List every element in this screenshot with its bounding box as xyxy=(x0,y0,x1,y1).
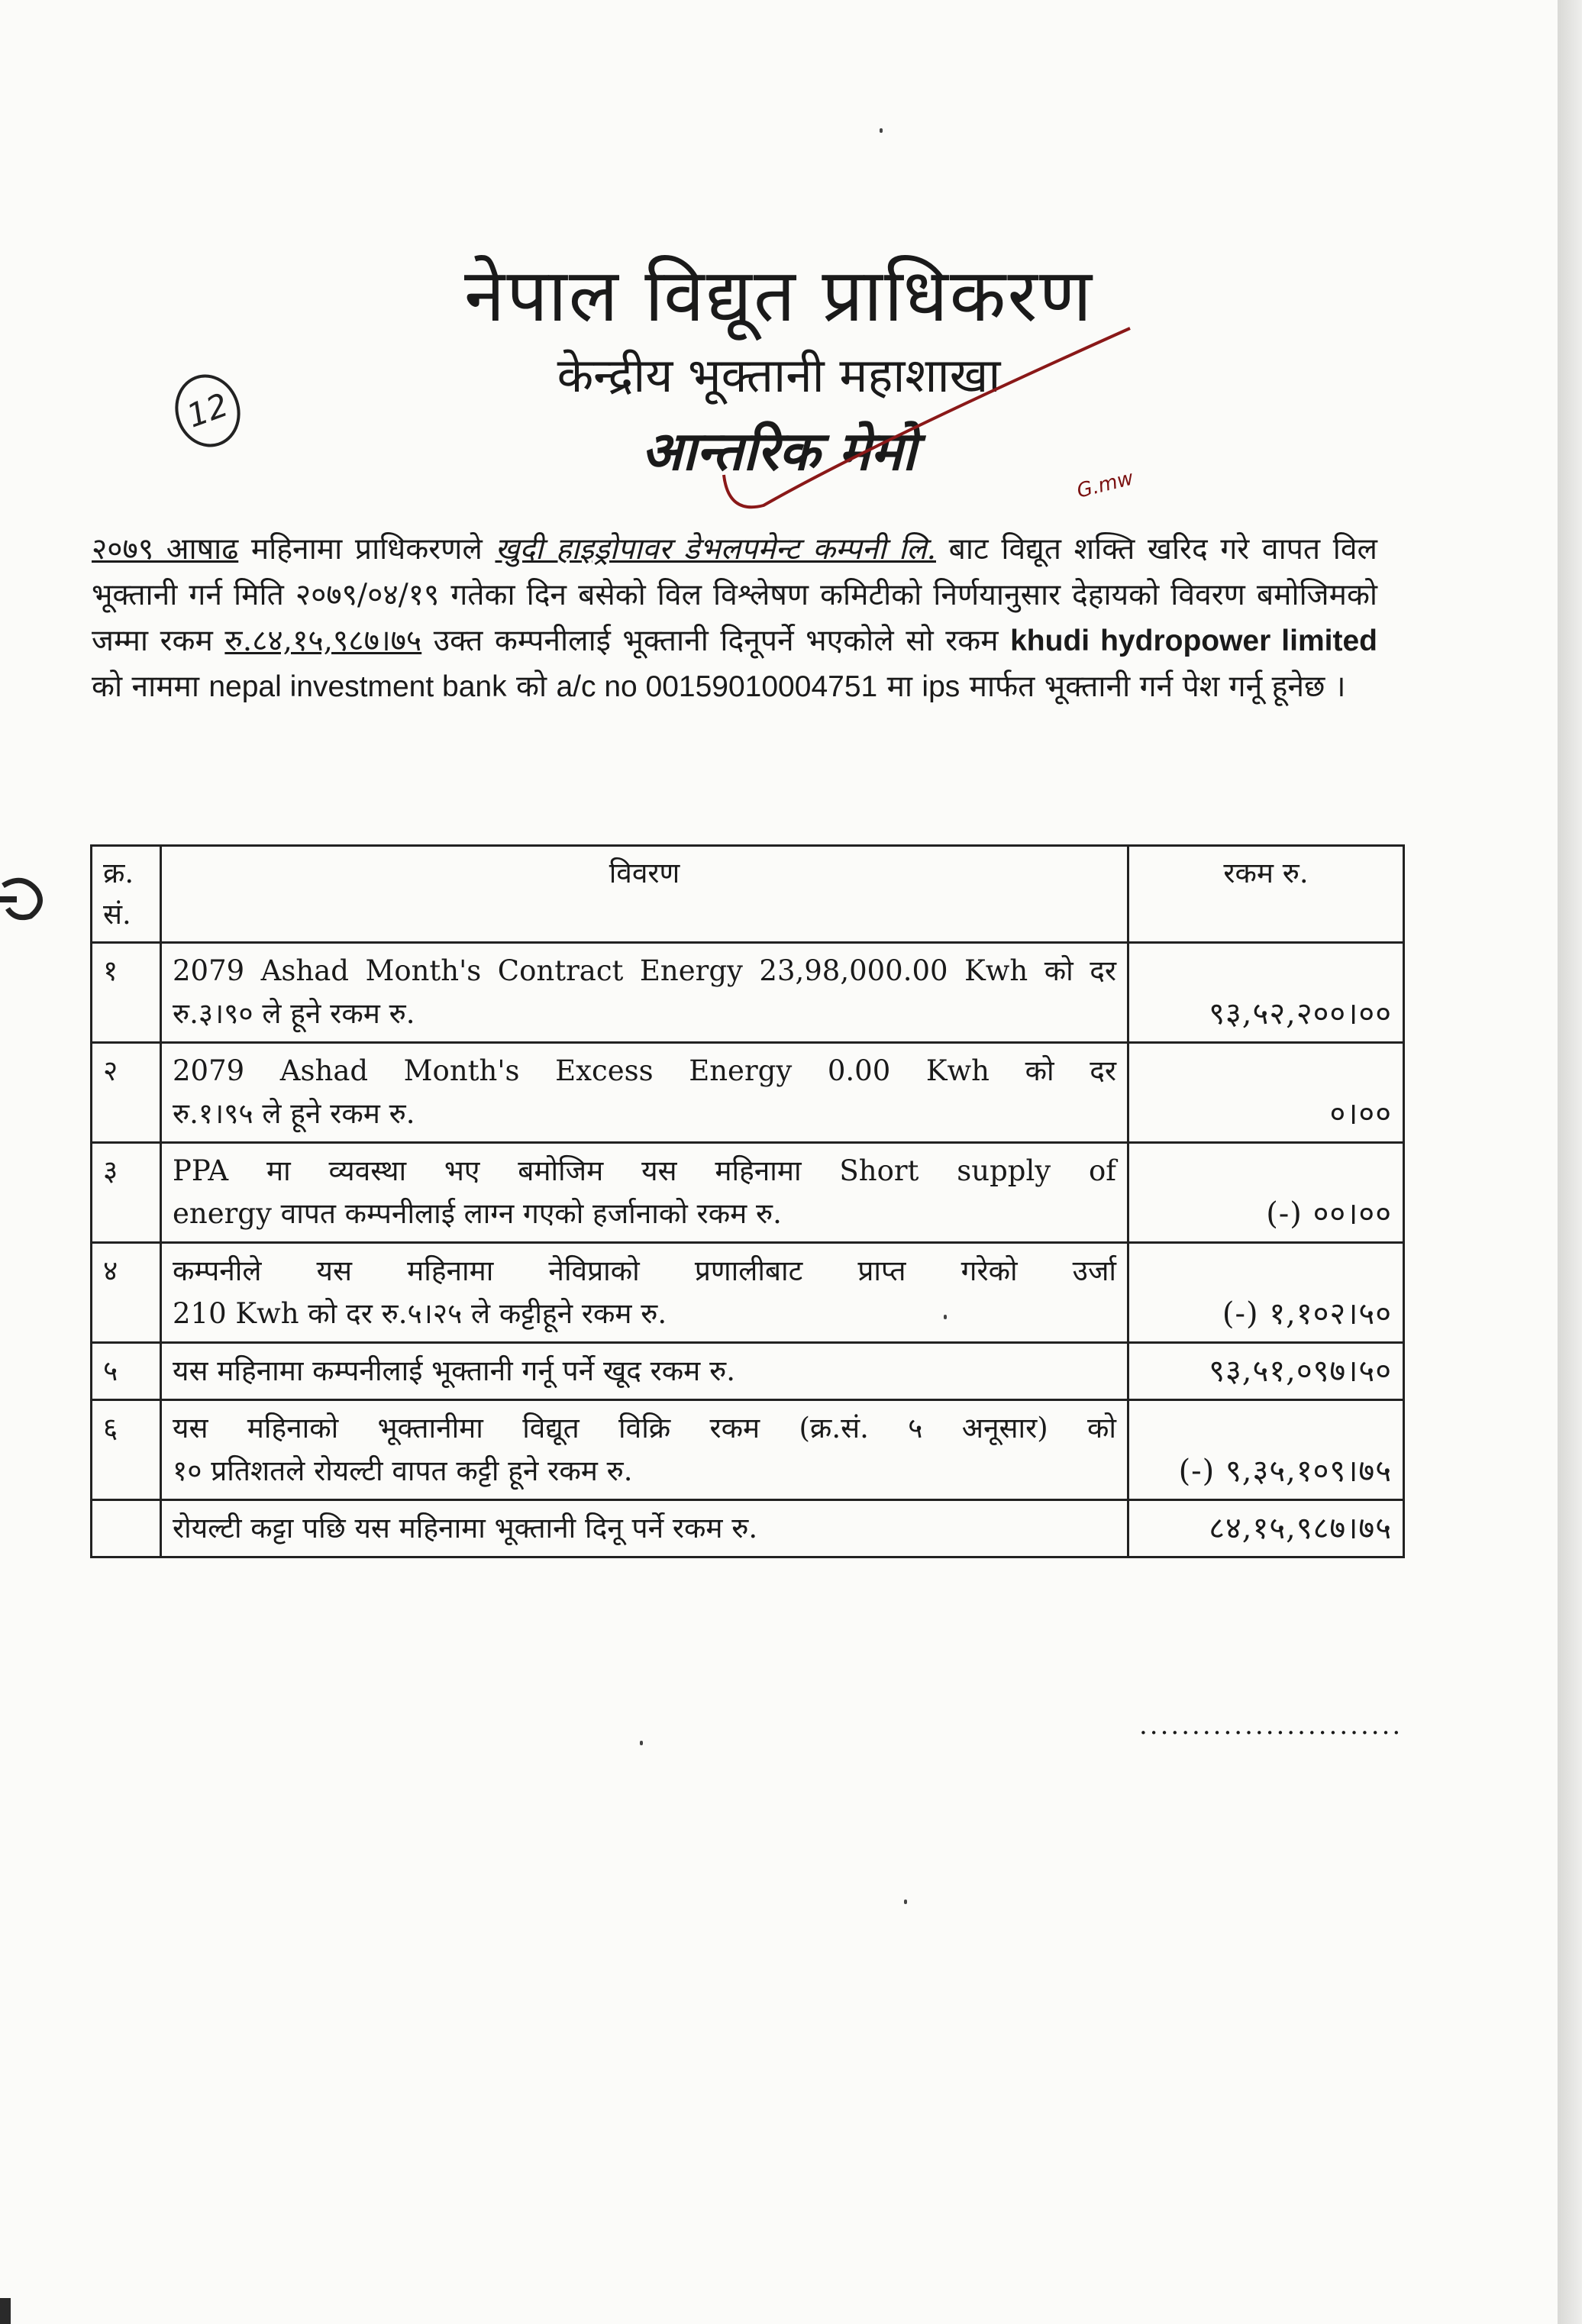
corner-mark xyxy=(0,2298,11,2324)
row-sn xyxy=(92,1500,161,1557)
table-header-row xyxy=(92,846,1404,943)
row-sn: १ xyxy=(92,943,161,1043)
row-desc-line2: १० प्रतिशतले रोयल्टी वापत कट्टी हूने रकम रु. xyxy=(173,1454,633,1487)
ips-label: ips xyxy=(922,670,960,703)
row-description xyxy=(161,1143,1128,1243)
total-amount: रु.८४,१५,९८७।७५ xyxy=(224,624,422,658)
payment-table xyxy=(90,844,1405,1558)
memo-period: २०७९ आषाढ xyxy=(92,532,239,566)
header-sn: क्र. सं. xyxy=(92,846,161,943)
row-description xyxy=(161,1043,1128,1143)
company-name-nepali: खुदी हाइड्रोपावर डेभलपमेन्ट कम्पनी लि. xyxy=(495,532,936,566)
table-row xyxy=(92,943,1404,1043)
row-desc-line2: 210 Kwh को दर रु.५।२५ ले कट्टीहूने रकम रु. xyxy=(173,1297,667,1330)
row-desc-line1: यस महिनाको भूक्तानीमा विद्यूत विक्रि रकम (क्र.सं. ५ अनूसार) को xyxy=(173,1412,1116,1444)
row-desc-line2: रु.१।९५ ले हूने रकम रु. xyxy=(173,1097,415,1130)
row-desc-line2: रु.३।९० ले हूने रकम रु. xyxy=(173,997,415,1030)
row-sn: ४ xyxy=(92,1243,161,1343)
table-row xyxy=(92,1343,1404,1400)
stamp-number-text: 12 xyxy=(182,386,234,435)
row-description xyxy=(161,1243,1128,1343)
row-amount: ०।०० xyxy=(1128,1043,1404,1143)
row-amount: (-) ००।०० xyxy=(1128,1143,1404,1243)
table-row xyxy=(92,1143,1404,1243)
memo-heading: आन्तरिक मेमो xyxy=(641,419,916,483)
body-text-3: उक्त कम्पनीलाई भूक्तानी दिनूपर्ने भएकोले सो रकम xyxy=(421,624,1011,658)
row-desc-line1: रोयल्टी कट्टा पछि यस महिनामा भूक्तानी दिनू पर्ने रकम रु. xyxy=(173,1512,758,1544)
row-amount: ८४,१५,९८७।७५ xyxy=(1128,1500,1404,1557)
row-amount: (-) १,१०२।५० xyxy=(1128,1243,1404,1343)
paper-speck xyxy=(880,128,883,133)
paper-speck xyxy=(944,1315,947,1319)
account-number: 00159010004751 xyxy=(637,670,878,703)
table-row xyxy=(92,1043,1404,1143)
header-description: विवरण xyxy=(161,846,1128,943)
row-desc-line1: यस महिनामा कम्पनीलाई भूक्तानी गर्नू पर्ने खूद रकम रु. xyxy=(173,1354,735,1387)
bank-name: nepal investment bank xyxy=(208,670,507,703)
row-description xyxy=(161,943,1128,1043)
table-row xyxy=(92,1243,1404,1343)
handwritten-circled-number xyxy=(170,373,246,449)
row-desc-line2: energy वापत कम्पनीलाई लाग्न गएको हर्जानाको रकम रु. xyxy=(173,1197,782,1230)
body-text-5: को xyxy=(506,670,557,704)
row-sn: ५ xyxy=(92,1343,161,1400)
body-text-1: महिनामा प्राधिकरणले xyxy=(238,532,496,566)
row-desc-line1: कम्पनीले यस महिनामा नेविप्राको प्रणालीबाट प्राप्त गरेको उर्जा xyxy=(173,1254,1116,1287)
row-amount: ९३,५१,०९७।५० xyxy=(1128,1343,1404,1400)
paper-speck xyxy=(640,1741,643,1745)
body-text-4: को नाममा xyxy=(92,670,209,704)
body-text-2: बाट विद्यूत शक्ति खरिद गरे वापत विल भूक्तानी गर्न मिति २०७९/०४/१९ गतेका दिन बसेको विल विश्लेषण कमिटीको निर्णयानुसार देहायको विवरण बमोजिमको जम्मा रकम xyxy=(92,532,1377,658)
body-text-7: मार्फत भूक्तानी गर्न पेश गर्नू हूनेछ । xyxy=(960,670,1346,704)
dept-subtitle: केन्द्रीय भूक्तानी महाशाखा xyxy=(557,347,1001,403)
handwritten-initials: G.mw xyxy=(1074,466,1136,503)
table-row xyxy=(92,1400,1404,1500)
row-desc-line1: 2079 Ashad Month's Excess Energy 0.00 Kwh को दर xyxy=(173,1054,1116,1087)
memo-body xyxy=(92,527,1377,710)
header-amount: रकम रु. xyxy=(1128,846,1404,943)
page-edge xyxy=(1558,0,1582,2324)
row-amount: (-) ९,३५,१०९।७५ xyxy=(1128,1400,1404,1500)
row-description xyxy=(161,1500,1128,1557)
row-sn: ३ xyxy=(92,1143,161,1243)
row-description xyxy=(161,1343,1128,1400)
row-sn: ६ xyxy=(92,1400,161,1500)
row-amount: ९३,५२,२००।०० xyxy=(1128,943,1404,1043)
row-desc-line1: PPA मा व्यवस्था भए बमोजिम यस महिनामा Short supply of xyxy=(173,1154,1116,1187)
org-title: नेपाल विद्यूत प्राधिकरण xyxy=(463,253,1094,338)
signature-line: ......................... xyxy=(1139,1710,1403,1741)
binder-clip-mark xyxy=(0,870,53,924)
table-total-row xyxy=(92,1500,1404,1557)
account-label: a/c no xyxy=(556,670,638,703)
company-name-english: khudi hydropower limited xyxy=(1010,625,1377,657)
body-text-6: मा xyxy=(877,670,922,704)
row-description xyxy=(161,1400,1128,1500)
row-desc-line1: 2079 Ashad Month's Contract Energy 23,98,000.00 Kwh को दर xyxy=(173,954,1116,987)
paper-speck xyxy=(904,1900,907,1904)
row-sn: २ xyxy=(92,1043,161,1143)
